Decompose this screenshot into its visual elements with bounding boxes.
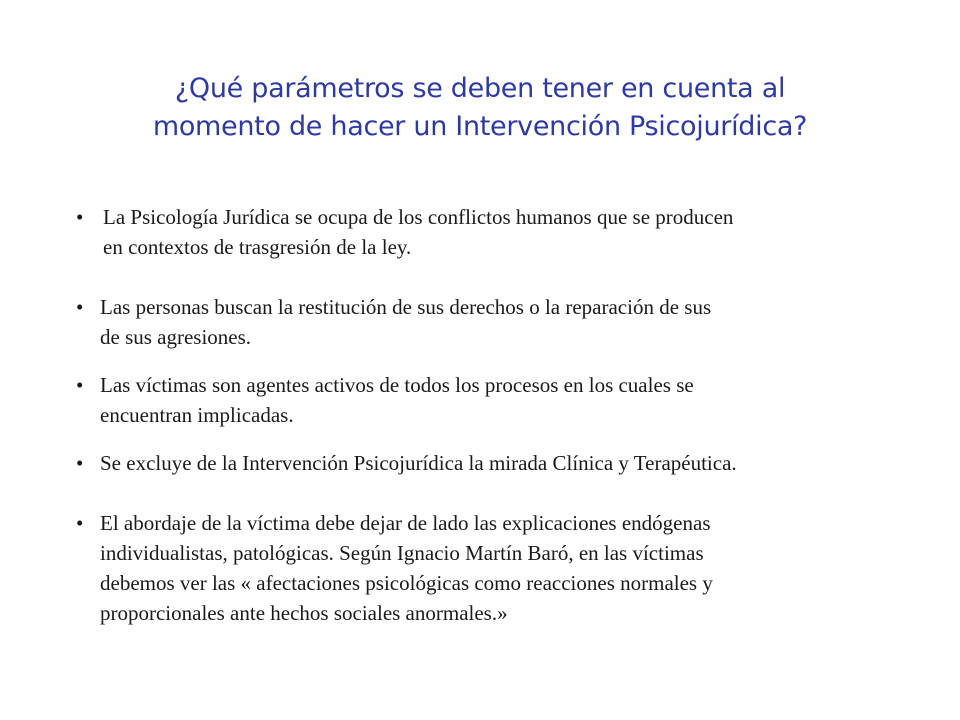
bullet-text-line: individualistas, patológicas. Según Ignacio Martín Baró, en las víctimas: [100, 541, 704, 565]
bullet-text-line: en contextos de trasgresión de la ley.: [103, 235, 412, 259]
bullet-text-line: El abordaje de la víctima debe dejar de lado las explicaciones endógenas: [100, 511, 711, 535]
bullet-text-line: encuentran implicadas.: [100, 403, 294, 427]
bullet-dot-icon: •: [76, 373, 84, 397]
bullet-item: [76, 202, 733, 262]
bullet-dot-icon: •: [76, 295, 84, 319]
bullet-item: [76, 292, 711, 352]
bullet-item: [76, 448, 737, 478]
bullet-text-line: debemos ver las « afectaciones psicológicas como reacciones normales y: [100, 571, 713, 595]
bullet-dot-icon: •: [76, 205, 84, 229]
bullet-item: [76, 508, 713, 628]
title-line: ¿Qué parámetros se deben tener en cuenta al: [174, 73, 786, 104]
bullet-text-line: Se excluye de la Intervención Psicojurídica la mirada Clínica y Terapéutica.: [100, 451, 737, 475]
bullet-text-line: de sus agresiones.: [100, 325, 252, 349]
slide-title: [60, 70, 900, 146]
bullet-text-line: Las personas buscan la restitución de sus derechos o la reparación de sus: [100, 295, 712, 319]
title-line: momento de hacer un Intervención Psicojurídica?: [152, 111, 808, 142]
bullet-dot-icon: •: [76, 451, 84, 475]
bullet-dot-icon: •: [76, 511, 84, 535]
bullet-text-line: proporcionales ante hechos sociales anormales.»: [100, 601, 508, 625]
bullet-text-line: Las víctimas son agentes activos de todos los procesos en los cuales se: [100, 373, 694, 397]
bullet-text-line: La Psicología Jurídica se ocupa de los conflictos humanos que se producen: [103, 205, 734, 229]
bullet-item: [76, 370, 694, 430]
